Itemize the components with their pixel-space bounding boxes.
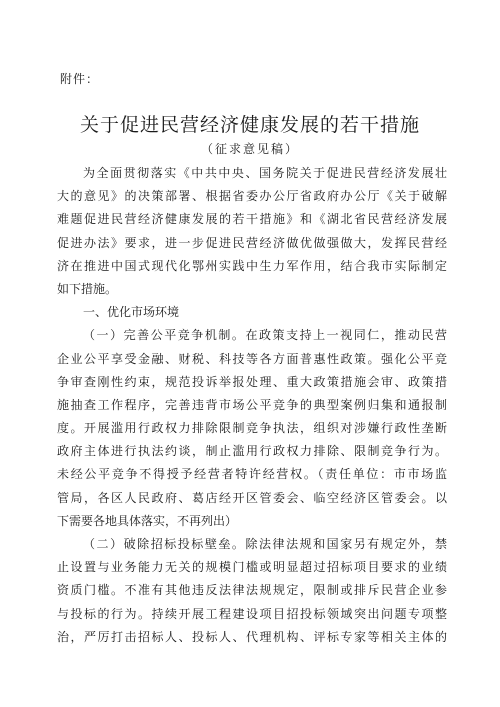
body-line: 如下措施。 xyxy=(57,281,118,296)
body-line: （二）破除招标投标壁垒。除法律法规和国家另有规定外，禁 xyxy=(83,537,447,551)
body-line: 资质门槛。不准有其他违反法律法规规定，限制或排斥民营企业参 xyxy=(57,583,447,598)
body-line: 企业公平享受金融、财税、科技等各方面普惠性政策。强化公平竞 xyxy=(57,351,447,366)
body-line: 未经公平竞争不得授予经营者特许经营权。（责任单位：市市场监 xyxy=(57,467,447,482)
document-body xyxy=(57,162,447,649)
document-title: 关于促进民营经济健康发展的若干措施 xyxy=(79,114,420,136)
body-line: 争审查刚性约束，规范投诉举报处理、重大政策措施会审、政策措 xyxy=(57,374,447,389)
body-line: 大的意见》的决策部署、根据省委办公厅省政府办公厅《关于破解 xyxy=(57,189,447,204)
body-line: 为全面贯彻落实《中共中央、国务院关于促进民营经济发展壮 xyxy=(83,166,447,180)
body-line: 济在推进中国式现代化鄂州实践中生力军作用，结合我市实际制定 xyxy=(57,258,447,273)
body-line: 管局，各区人民政府、葛店经开区管委会、临空经济区管委会。以 xyxy=(57,490,447,505)
body-line: 一、优化市场环境 xyxy=(83,305,180,320)
body-line: 治，严厉打击招标人、投标人、代理机构、评标专家等相关主体的 xyxy=(57,629,447,644)
body-line: 下需要各地具体落实，不再列出） xyxy=(57,513,238,528)
body-line: 与投标的行为。持续开展工程建设项目招投标领域突出问题专项整 xyxy=(57,606,447,621)
body-line: 促进办法》要求，进一步促进民营经济做优做强做大，发挥民营经 xyxy=(57,235,447,250)
document-subtitle: （征求意见稿） xyxy=(200,142,299,156)
body-line: 止设置与业务能力无关的规模门槛或明显超过招标项目要求的业绩 xyxy=(57,560,447,575)
body-line: （一）完善公平竞争机制。在政策支持上一视同仁，推动民营 xyxy=(83,328,447,343)
body-line: 施抽查工作程序，完善违背市场公平竞争的典型案例归集和通报制 xyxy=(57,397,447,412)
attachment-label: 附件： xyxy=(60,72,100,86)
body-line: 度。开展滥用行政权力排除限制竞争执法，组织对涉嫌行政性垄断 xyxy=(57,421,447,436)
body-line: 难题促进民营经济健康发展的若干措施》和《湖北省民营经济发展 xyxy=(57,212,447,227)
body-line: 政府主体进行执法约谈，制止滥用行政权力排除、限制竞争行为。 xyxy=(57,444,447,459)
